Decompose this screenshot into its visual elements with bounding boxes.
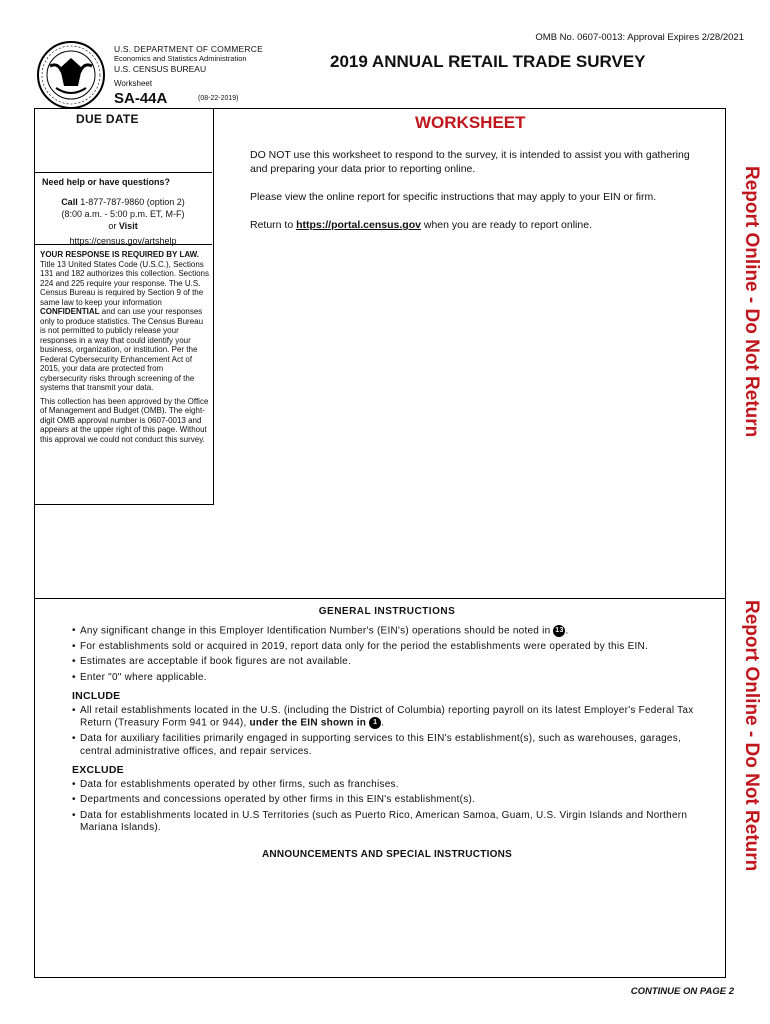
help-question: Need help or have questions? xyxy=(42,177,171,187)
side-banner-bottom: Report Online - Do Not Return xyxy=(741,600,762,872)
bureau-name: U.S. CENSUS BUREAU xyxy=(114,64,207,74)
legal-para-2: This collection has been approved by the Office of Management and Budget (OMB). The eight-digit OMB approval number is 0607-0013 and appears at the upper right of this page. Without this approval we could not conduct this survey. xyxy=(40,396,209,444)
legal-notice xyxy=(40,250,210,444)
due-date-box xyxy=(34,108,212,168)
legal-para-1: YOUR RESPONSE IS REQUIRED BY LAW. Title 13 United States Code (U.S.C.), Sections 131 and 182 authorizes this collection. Sections 224 and 225 require your response. The U.S. Census Bureau is required by Section 9 of the same law to keep your information CONFIDENTIAL and can use your responses only to produce statistics. The Census Bureau is not permitted to publicly release your responses in a way that could identify your business, organization, or institution. Per the Federal Cybersecurity Enhancement Act of 2015, your data are protected from cybersecurity risks through screening of the systems that transmit your data. xyxy=(40,250,209,392)
survey-title: 2019 ANNUAL RETAIL TRADE SURVEY xyxy=(330,52,646,71)
worksheet-label: Worksheet xyxy=(114,79,153,88)
worksheet-para-3: Return to https://portal.census.gov when you are ready to report online. xyxy=(250,219,592,231)
help-box xyxy=(34,172,212,245)
left-column xyxy=(34,108,214,505)
commerce-seal-icon xyxy=(36,40,106,110)
worksheet-title: WORKSHEET xyxy=(415,113,526,132)
phone-number[interactable]: 1-877-787-9860 (option 2) xyxy=(80,197,185,207)
item-ref-badge: 13 xyxy=(553,625,565,637)
side-banner-top: Report Online - Do Not Return xyxy=(741,166,762,438)
help-call-line xyxy=(34,196,212,208)
help-or-visit: or Visit xyxy=(108,221,138,231)
call-label: Call xyxy=(61,197,78,207)
esa-name: Economics and Statistics Administration xyxy=(114,54,247,63)
general-instructions-title: GENERAL INSTRUCTIONS xyxy=(318,606,456,617)
worksheet-para-1: DO NOT use this worksheet to respond to the survey, it is intended to assist you with gathering and preparing your data prior to reporting online. xyxy=(250,149,690,175)
continue-note: CONTINUE ON PAGE 2 xyxy=(630,986,734,997)
due-date-label: DUE DATE xyxy=(76,112,139,126)
omb-approval: OMB No. 0607-0013: Approval Expires 2/28/2021 xyxy=(535,32,744,43)
list-item: • All retail establishments located in the U.S. (including the District of Columbia) reporting payroll on its latest Employer's Federal Tax Return (Treasury Form 941 or 944), under the EIN shown in 1 . xyxy=(72,705,702,731)
include-list xyxy=(72,705,702,759)
list-item: • For establishments sold or acquired in 2019, report data only for the period the establishments were operated by this EIN. xyxy=(72,641,702,654)
portal-link[interactable]: https://portal.census.gov xyxy=(296,219,421,231)
worksheet-body xyxy=(250,148,690,246)
section-divider xyxy=(34,598,726,599)
help-url-link[interactable]: https://census.gov/artshelp xyxy=(69,236,177,246)
general-list xyxy=(72,625,702,685)
announcements-title: ANNOUNCEMENTS AND SPECIAL INSTRUCTIONS xyxy=(261,848,513,860)
include-title: INCLUDE xyxy=(72,690,121,703)
general-instructions xyxy=(72,606,702,861)
list-item: • Data for auxiliary facilities primarily engaged in supporting services to this EIN's establishment(s), such as warehouses, garages, central administrative offices, and repair services. xyxy=(72,733,702,758)
list-item: • Departments and concessions operated by other firms in this EIN's establishment(s). xyxy=(72,794,702,807)
exclude-title: EXCLUDE xyxy=(72,764,124,777)
list-item: • Enter "0" where applicable. xyxy=(72,672,702,685)
agency-block xyxy=(114,44,263,89)
worksheet-para-2: Please view the online report for specific instructions that may apply to your EIN or firm. xyxy=(250,191,657,203)
list-item: • Data for establishments operated by other firms, such as franchises. xyxy=(72,779,702,792)
list-item: • Data for establishments located in U.S Territories (such as Puerto Rico, American Samoa, Guam, U.S. Virgin Islands and Northern Mariana Islands). xyxy=(72,810,702,835)
list-item: • Any significant change in this Employer Identification Number's (EIN's) operations should be noted in 13 . xyxy=(72,625,702,638)
form-number: SA-44A xyxy=(114,90,168,107)
list-item: • Estimates are acceptable if book figures are not available. xyxy=(72,656,702,669)
department-name: U.S. DEPARTMENT OF COMMERCE xyxy=(114,44,263,54)
form-date: (08-22-2019) xyxy=(198,95,239,102)
help-hours: (8:00 a.m. - 5:00 p.m. ET, M-F) xyxy=(61,209,185,219)
item-ref-badge: 1 xyxy=(369,717,381,729)
exclude-list xyxy=(72,779,702,835)
